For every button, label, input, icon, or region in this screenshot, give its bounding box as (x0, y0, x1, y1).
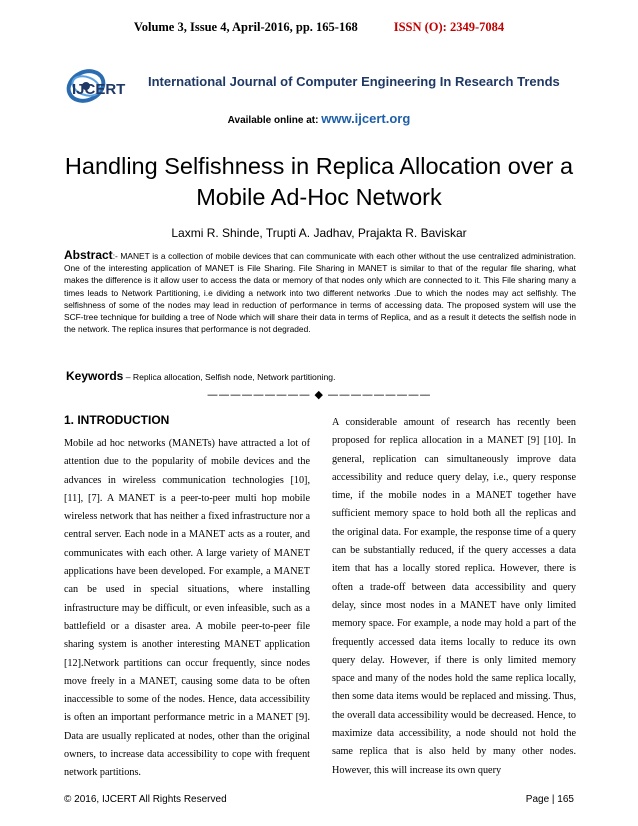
journal-logo (62, 62, 152, 110)
journal-url-link[interactable]: www.ijcert.org (321, 111, 411, 126)
right-column-text: A considerable amount of research has recently been proposed for replica allocation in a MANET [9] [10]. In general, replication can simultaneously improve data accessibility and reduce query delay, i.e., query response time, if the mobile nodes in a MANET together have sufficient memory space to hold both all the replicas and the original data. For example, the response time of a query can be substantially reduced, if the query accesses a data item that has a locally stored replica. However, there is often a trade-off between data accessibility and query delay, since most nodes in a MANET have only limited memory space. For example, a node may hold a part of the frequently accessed data items locally to reduce its own query delay. However, if there is only limited memory space and many of the nodes hold the same replica locally, then some data items would be replaced and missing. Thus, the overall data accessibility would be decreased. Hence, to maximize data accessibility, a node should not hold the same replica that is also held by many other nodes. However, this will increase its own query (332, 417, 576, 776)
logo-text: IJCERT (72, 81, 126, 98)
abstract-label: Abstract (64, 248, 113, 262)
journal-name: International Journal of Computer Engineering In Research Trends (148, 74, 560, 89)
section-separator: ————————— ◆ ————————— (207, 388, 431, 401)
abstract (64, 249, 576, 335)
keywords-label: Keywords (66, 369, 124, 383)
footer-copyright: © 2016, IJCERT All Rights Reserved (64, 794, 227, 805)
online-line (0, 111, 638, 126)
keywords (66, 369, 578, 383)
paper-authors: Laxmi R. Shinde, Trupti A. Jadhav, Prajakta R. Baviskar (171, 226, 467, 240)
online-label: Available online at: (227, 115, 322, 126)
header-volume-line (0, 20, 638, 35)
section-heading-introduction: 1. INTRODUCTION (64, 413, 170, 427)
keywords-text: – Replica allocation, Selfish node, Network partitioning. (123, 372, 336, 382)
abstract-text: :- MANET is a collection of mobile devices that can communicate with each other without the use centralized administration. One of the interesting application of MANET is File Sharing. File Sharing in MANET is similar to that of the regular file sharing, what makes the difference is it allow user to access the data or memory of that nodes only which are connected to it. This File sharing many a times leads to Network Partitioning, i.e dividing a network into two different networks .Due to which the nodes may act selfishly. The selfishness of some of the nodes may lead in reduction of performance in terms of accessing data. The proposed system will use the SCF-tree technique for building a tree of Node which will share their data in terms of Replica, and as a result it detects the selfish node in the network. The replica insures that performance is not degraded. (64, 251, 576, 335)
left-column-text: Mobile ad hoc networks (MANETs) have attracted a lot of attention due to the popularity of mobile devices and the advances in wireless communication technologies [10], [11], [7]. A MANET is a peer-to-peer multi hop mobile wireless network that has neither a fixed infrastructure nor a central server. Each node in a MANET acts as a router, and communicates with each other. A large variety of MANET applications have been developed. For example, a MANET can be used in special situations, where installing infrastructure may be difficult, or even infeasible, such as a battlefield or a disaster area. A mobile peer-to-peer file sharing system is another interesting MANET application [12].Network partitions can occur frequently, since nodes move freely in a MANET, causing some data to be often inaccessible to some of the nodes. Hence, data accessibility is often an important performance metric in a MANET [9]. Data are usually replicated at nodes, other than the original owners, to increase data accessibility to cope with frequent network partitions. (64, 438, 310, 779)
paper-title: Handling Selfishness in Replica Allocation over a Mobile Ad-Hoc Network (64, 153, 574, 210)
footer-page-number: Page | 165 (525, 794, 574, 805)
issn: ISSN (O): 2349-7084 (393, 20, 505, 34)
volume-info: Volume 3, Issue 4, April-2016, pp. 165-168 (133, 20, 358, 34)
